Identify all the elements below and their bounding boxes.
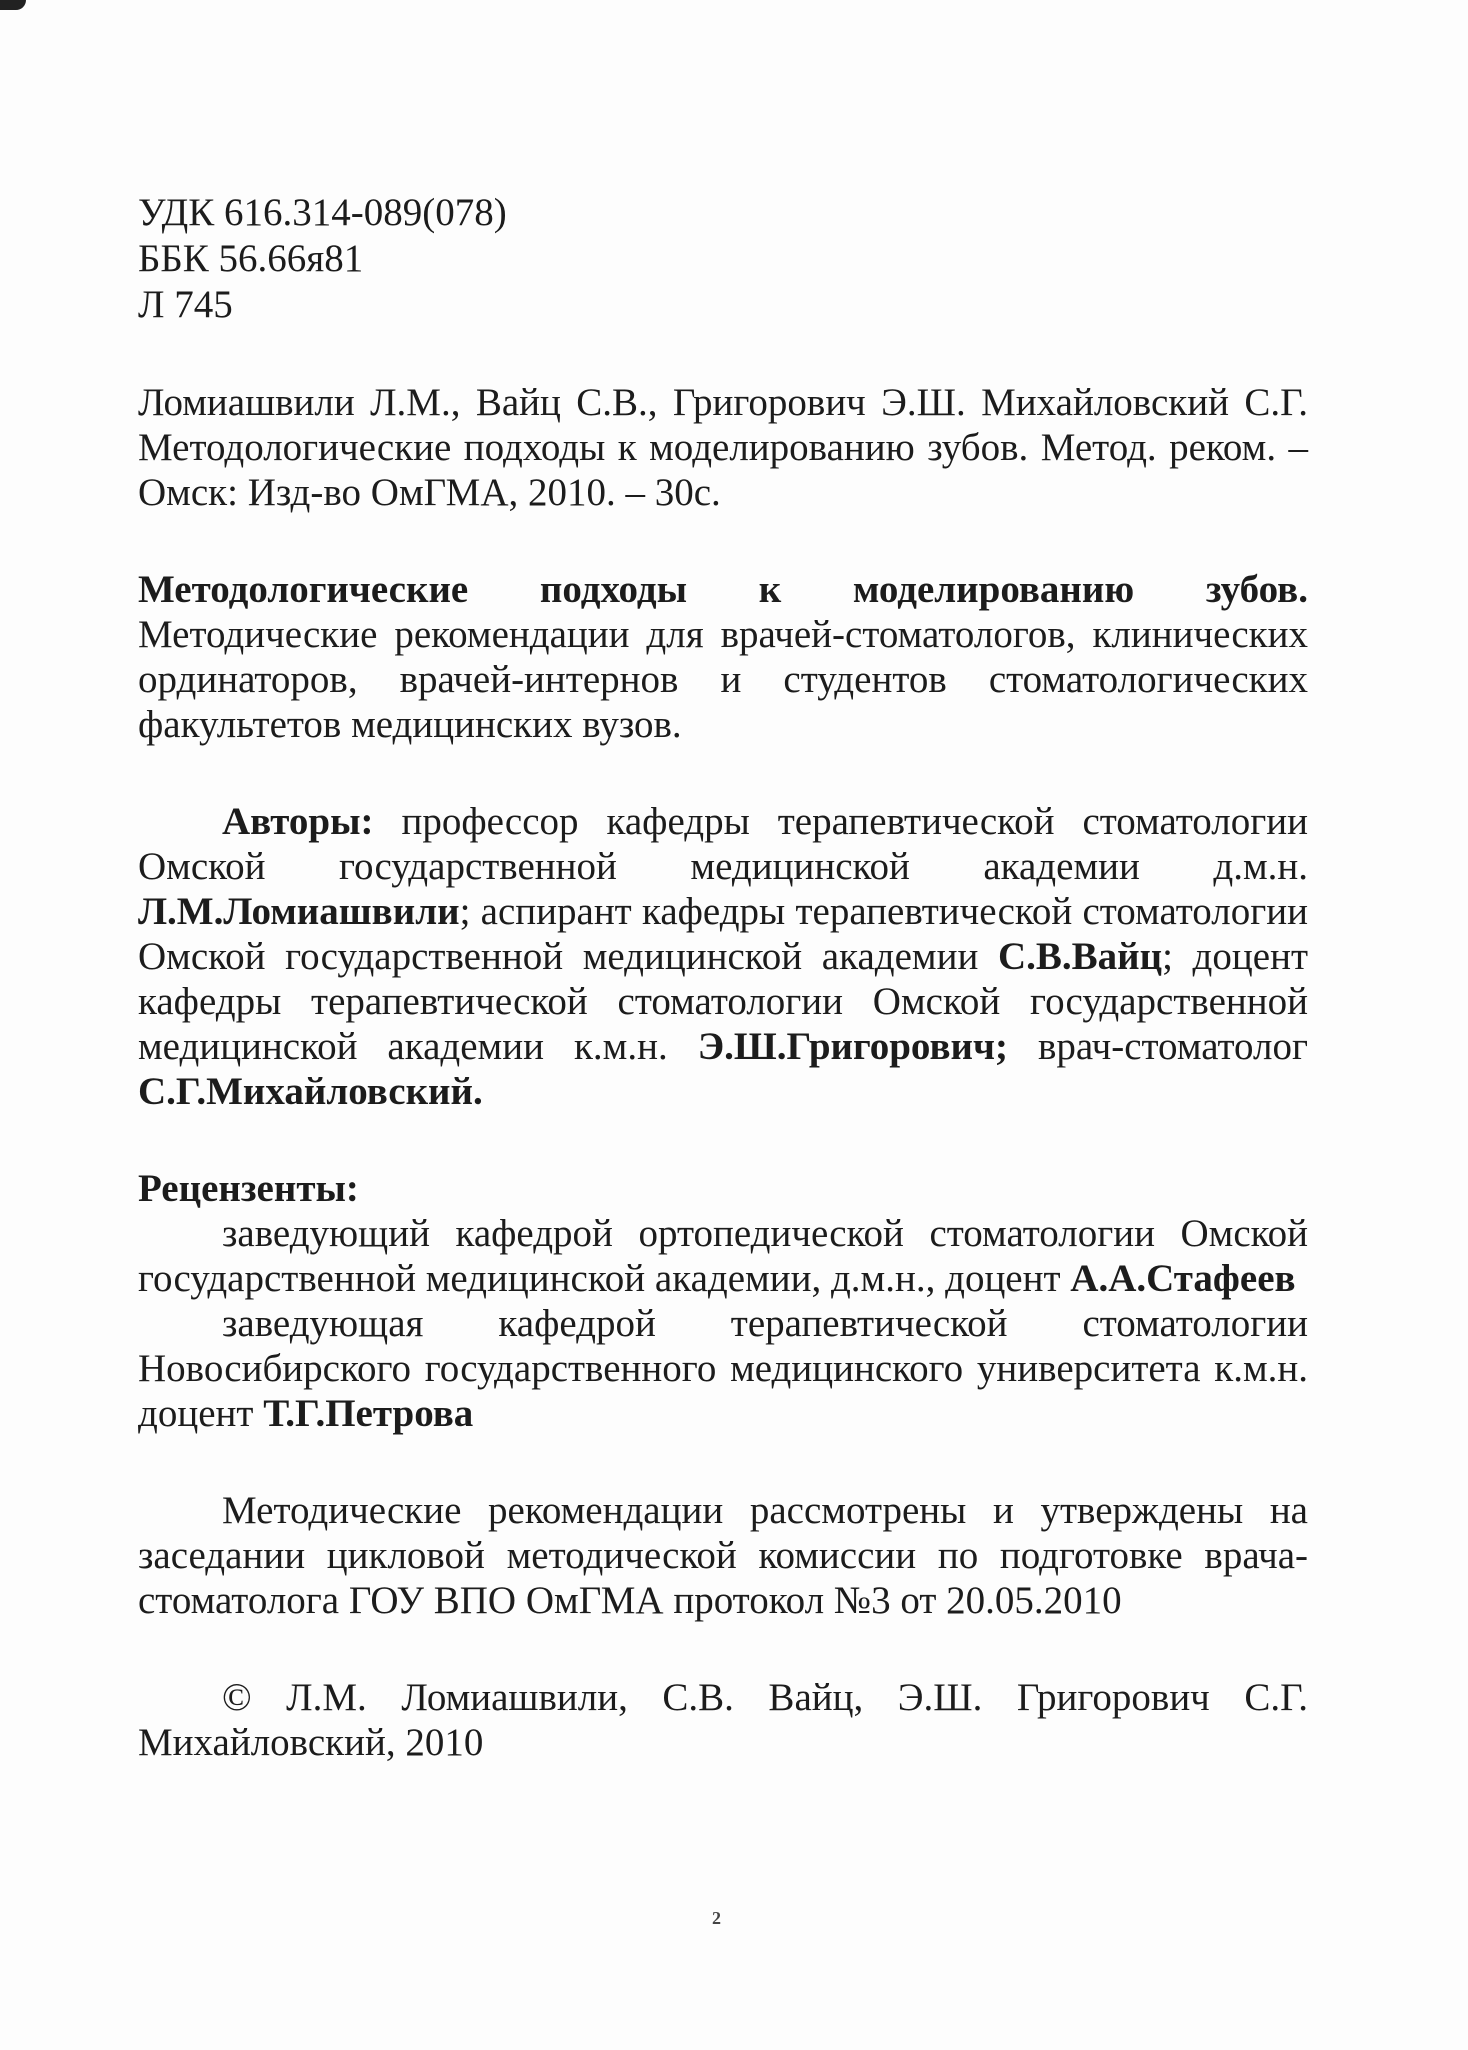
reviewer-2-name: Т.Г.Петрова: [263, 1392, 474, 1435]
authors-text-2: ; аспирант кафедры терапевтической стоматологии Омской государственной медицинской академии: [138, 890, 1308, 978]
page-number: 2: [712, 1908, 721, 1928]
scan-corner-mark: [0, 0, 26, 10]
bbk-code: ББК 56.66я81: [138, 237, 364, 280]
document-title: Методологические подходы к моделированию зубов.: [138, 568, 1308, 611]
reviewer-2-text: заведующая кафедрой терапевтической стоматологии Новосибирского государственного медицинского университета к.м.н. доцент: [138, 1302, 1308, 1435]
author-name-2: С.В.Вайц: [997, 935, 1163, 978]
authors-section: [138, 799, 1308, 1114]
bibliographic-codes: [138, 190, 1308, 328]
author-name-4: С.Г.Михайловский.: [138, 1070, 483, 1113]
author-name-3: Э.Ш.Григорович;: [697, 1025, 1008, 1068]
authors-text-4: врач-стоматолог: [1037, 1025, 1309, 1068]
reviewer-1-name: А.А.Стафеев: [1070, 1257, 1296, 1300]
udc-code: УДК 616.314-089(078): [138, 191, 507, 234]
reviewers-heading: Рецензенты:: [138, 1167, 359, 1210]
reviewer-1: [138, 1211, 1308, 1301]
reviewer-1-text: заведующий кафедрой ортопедической стоматологии Омской государственной медицинской академии, д.м.н., доцент: [138, 1212, 1308, 1300]
approval-note: Методические рекомендации рассмотрены и утверждены на заседании цикловой методической комиссии по подготовке врача-стоматолога ГОУ ВПО ОмГМА протокол №3 от 20.05.2010: [138, 1489, 1308, 1622]
document-description: Методические рекомендации для врачей-стоматологов, клинических ординаторов, врачей-интернов и студентов стоматологических факультетов медицинских вузов.: [138, 613, 1308, 746]
reviewers-section: [138, 1166, 1308, 1436]
title-description: [138, 567, 1308, 747]
authors-text-1: профессор кафедры терапевтической стоматологии Омской государственной медицинской академии д.м.н.: [138, 800, 1308, 888]
reviewer-2: [138, 1301, 1308, 1436]
author-mark: Л 745: [138, 283, 233, 326]
page-content: [138, 190, 1308, 1765]
citation: Ломиашвили Л.М., Вайц С.В., Григорович Э.Ш. Михайловский С.Г. Методологические подходы к моделированию зубов. Метод. реком. – Омск: Изд-во ОмГМА, 2010. – 30с.: [138, 381, 1308, 514]
copyright-note: © Л.М. Ломиашвили, С.В. Вайц, Э.Ш. Григорович С.Г. Михайловский, 2010: [138, 1676, 1308, 1764]
authors-heading: Авторы:: [222, 800, 374, 843]
author-name-1: Л.М.Ломиашвили: [138, 890, 460, 933]
authors-text-3: ; доцент кафедры терапевтической стоматологии Омской государственной медицинской академии к.м.н.: [138, 935, 1308, 1068]
